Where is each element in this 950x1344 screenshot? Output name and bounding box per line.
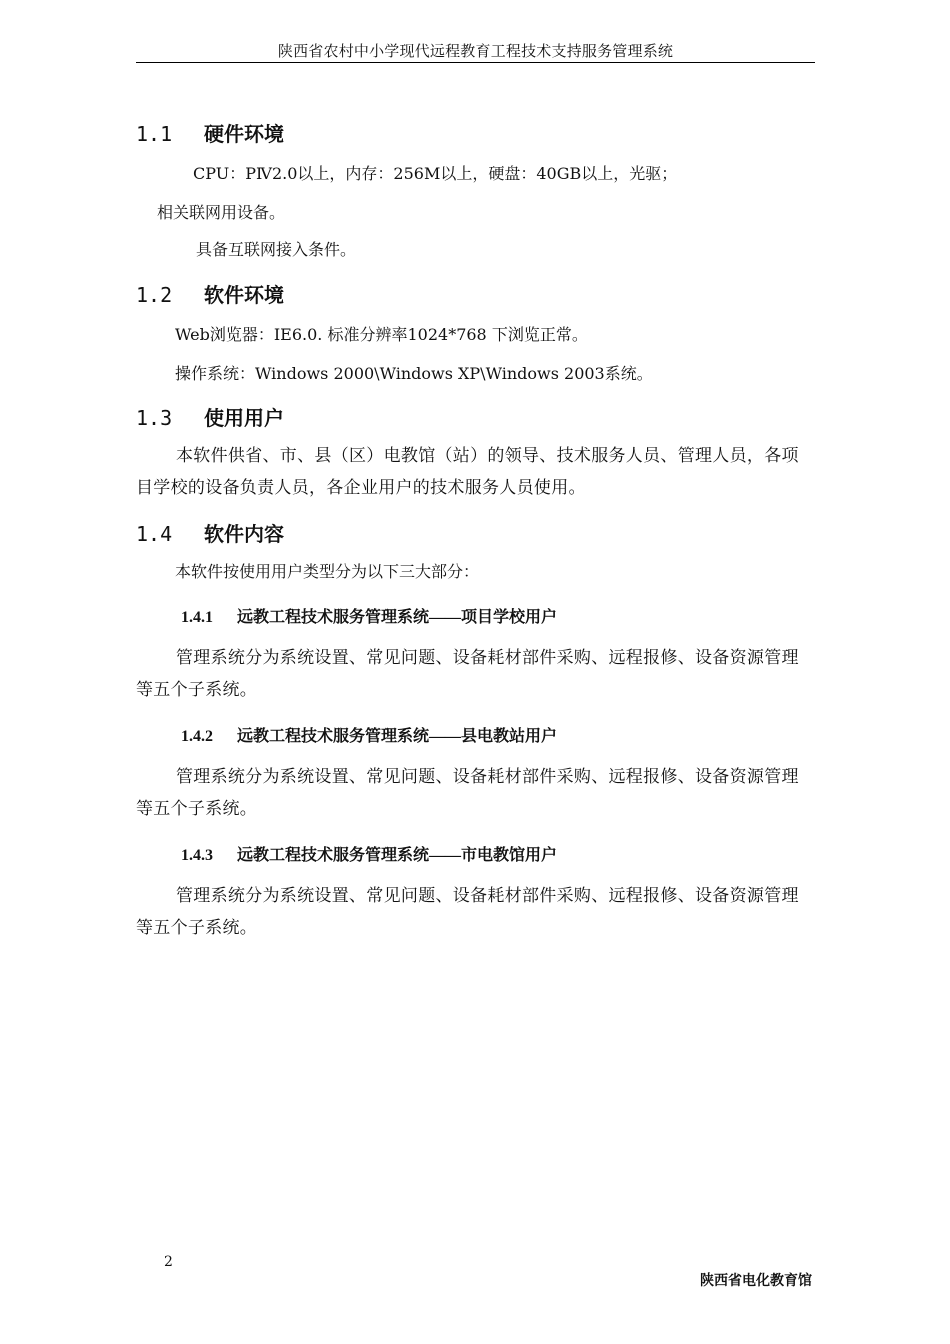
- heading-1-4-2: [181, 723, 557, 746]
- heading-number: 1.2: [136, 283, 173, 307]
- subsection-paragraph: 管理系统分为系统设置、常见问题、设备耗材部件采购、远程报修、设备资源管理等五个子系统。: [136, 767, 799, 819]
- heading-1-4: [136, 518, 284, 547]
- heading-title: 远教工程技术服务管理系统——项目学校用户: [237, 609, 558, 626]
- heading-number: 1.4.2: [181, 728, 213, 745]
- subsection-paragraph: 管理系统分为系统设置、常见问题、设备耗材部件采购、远程报修、设备资源管理等五个子系统。: [136, 648, 799, 700]
- users-paragraph: 本软件供省、市、县（区）电教馆（站）的领导、技术服务人员、管理人员，各项目学校的设备负责人员，各企业用户的技术服务人员使用。: [136, 446, 799, 498]
- software-line-1: Web浏览器：IE6.0. 标准分辨率1024*768 下浏览正常。: [175, 325, 588, 344]
- heading-1-1: [136, 118, 284, 147]
- hardware-line-2: 相关联网用设备。: [157, 203, 286, 222]
- heading-number: 1.1: [136, 122, 173, 146]
- hardware-line-3: 具备互联网接入条件。: [196, 240, 357, 259]
- software-line-2: 操作系统：Windows 2000\Windows XP\Windows 2003系统。: [175, 364, 653, 383]
- page-number: 2: [164, 1254, 173, 1270]
- heading-title: 软件环境: [204, 283, 284, 307]
- heading-title: 硬件环境: [204, 122, 284, 146]
- heading-title: 软件内容: [204, 522, 284, 546]
- footer-organization: 陕西省电化教育馆: [700, 1273, 812, 1289]
- heading-number: 1.4.1: [181, 609, 213, 626]
- heading-1-2: [136, 279, 284, 308]
- hardware-line-1: CPU：PⅣ2.0以上，内存：256M以上，硬盘：40GB以上，光驱；: [193, 164, 678, 183]
- heading-number: 1.4: [136, 522, 173, 546]
- heading-1-4-1: [181, 604, 557, 627]
- page-header: 陕西省农村中小学现代远程教育工程技术支持服务管理系统: [277, 42, 674, 60]
- content-intro: 本软件按使用用户类型分为以下三大部分：: [175, 562, 480, 581]
- heading-1-3: [136, 402, 284, 431]
- heading-title: 远教工程技术服务管理系统——市电教馆用户: [237, 847, 558, 864]
- heading-1-4-3: [181, 842, 557, 865]
- subsection-paragraph: 管理系统分为系统设置、常见问题、设备耗材部件采购、远程报修、设备资源管理等五个子系统。: [136, 886, 799, 938]
- header-divider: [136, 62, 815, 63]
- heading-number: 1.3: [136, 406, 173, 430]
- heading-title: 远教工程技术服务管理系统——县电教站用户: [237, 728, 558, 745]
- heading-number: 1.4.3: [181, 847, 213, 864]
- heading-title: 使用用户: [204, 406, 284, 430]
